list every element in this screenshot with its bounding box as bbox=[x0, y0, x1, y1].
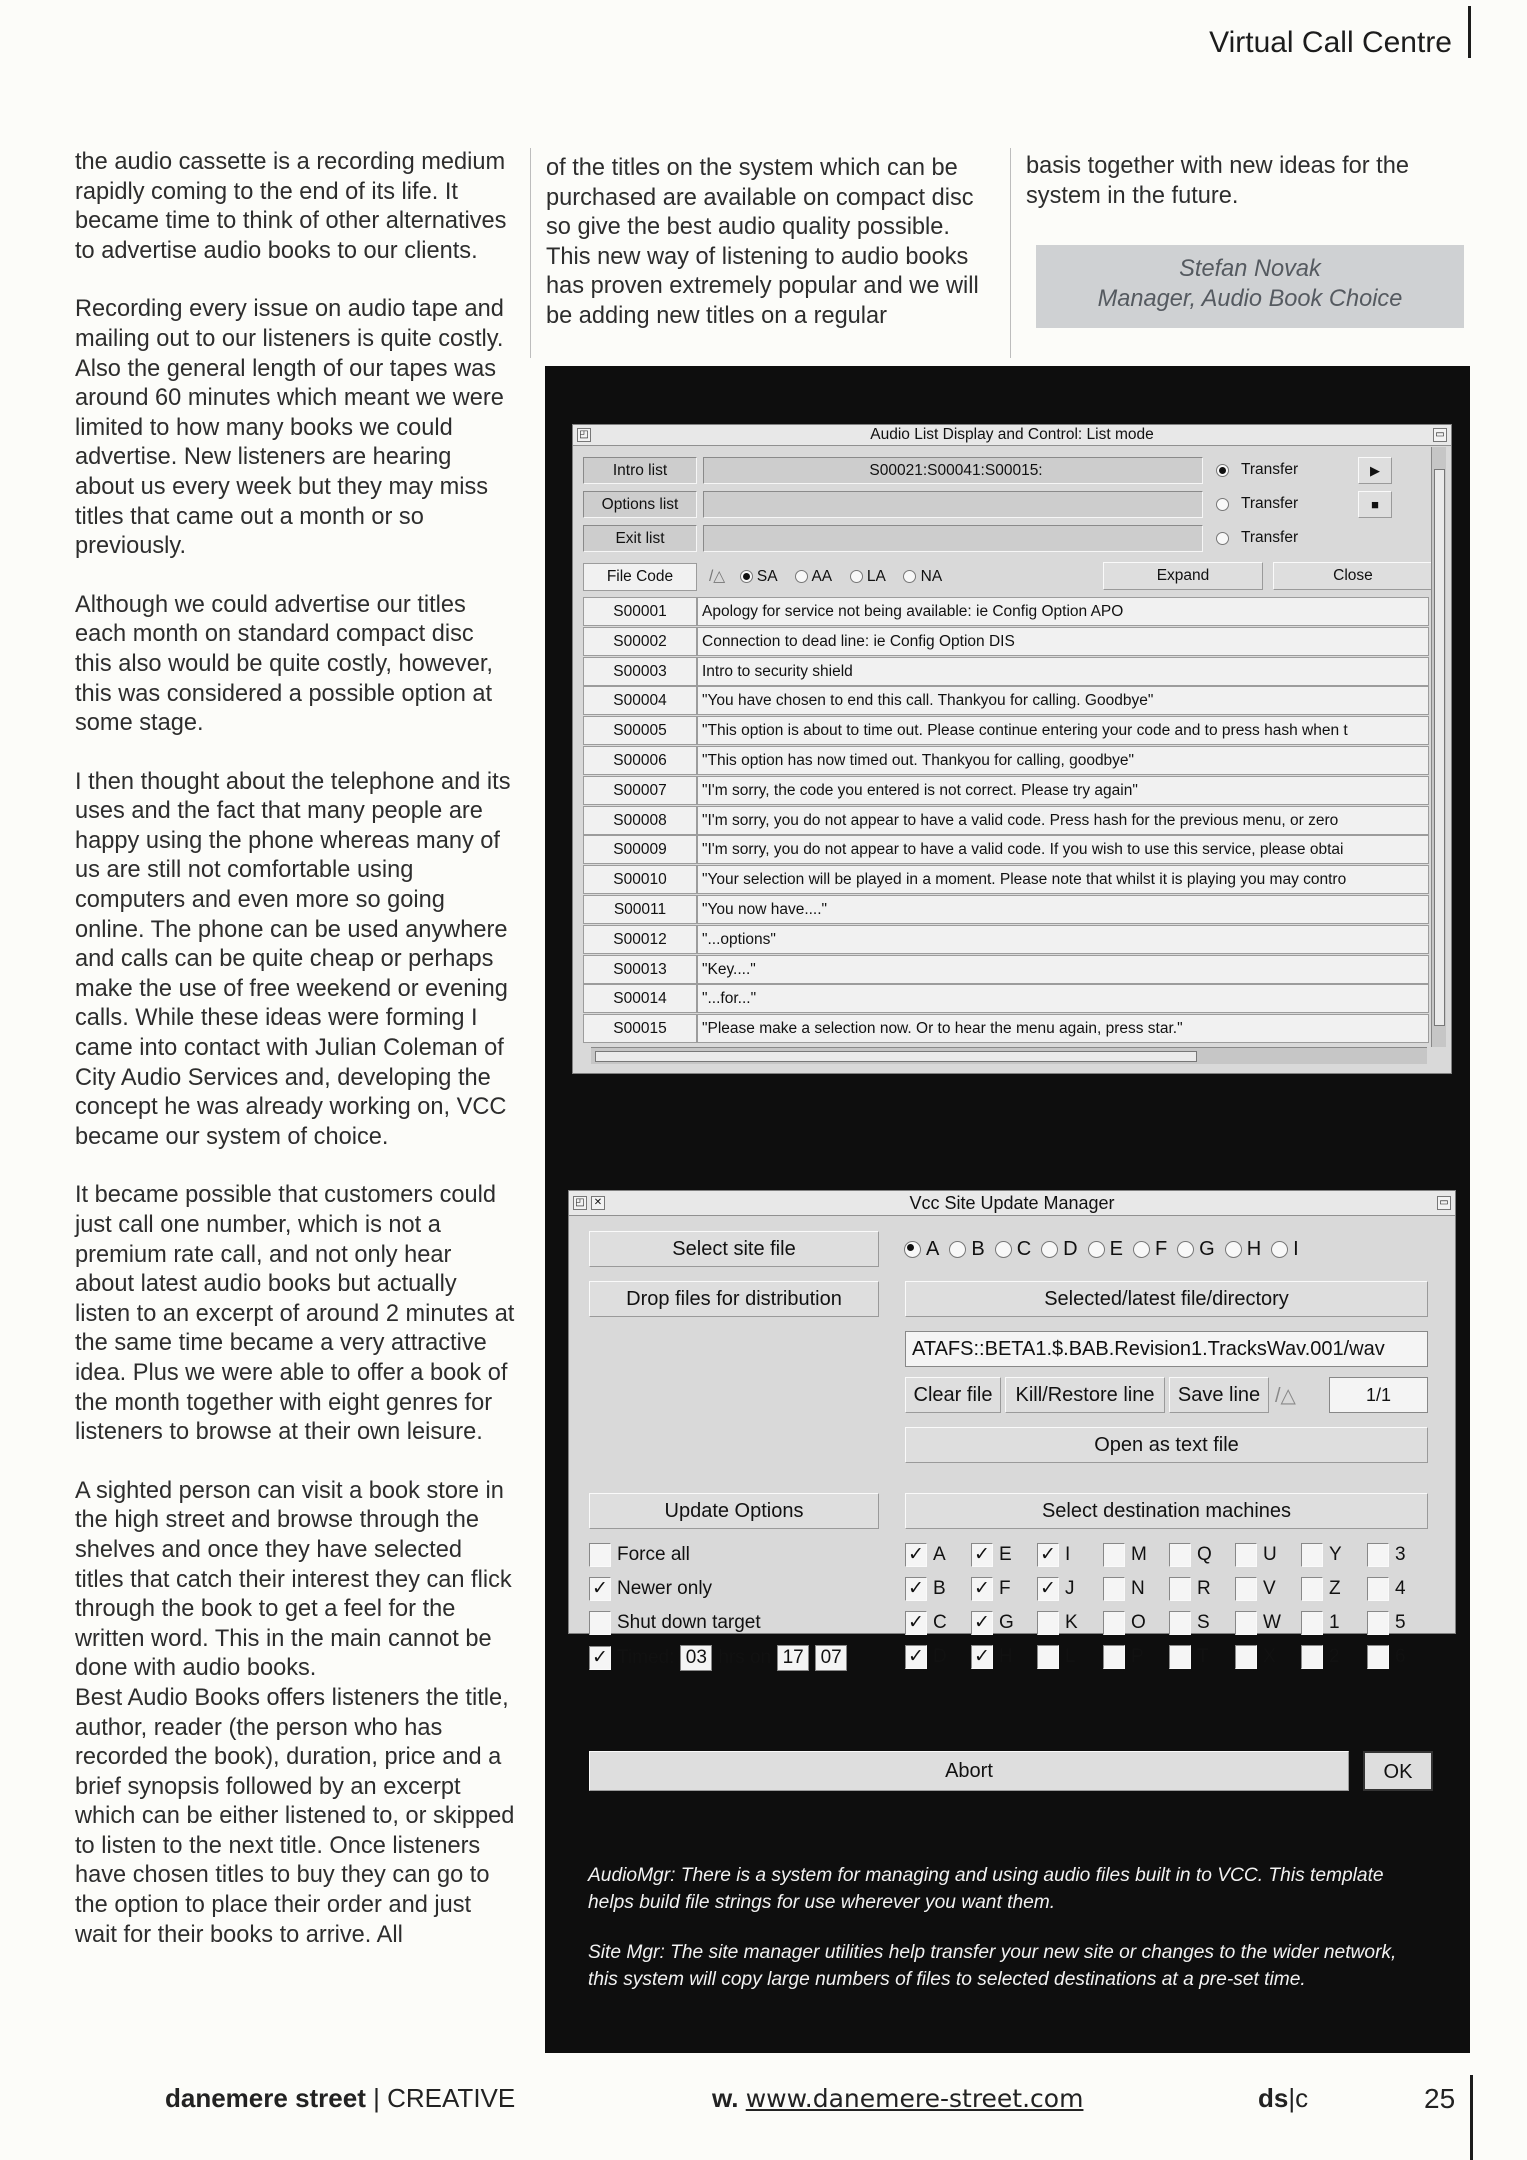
machine-checkbox[interactable] bbox=[1103, 1611, 1125, 1635]
article-column-1 bbox=[75, 148, 515, 1979]
site-radio-i[interactable] bbox=[1271, 1238, 1299, 1260]
machine-label: A bbox=[933, 1544, 946, 1566]
timed-month-field[interactable]: 07 bbox=[815, 1645, 847, 1671]
machine-e[interactable] bbox=[971, 1543, 1012, 1567]
transfer-label: Transfer bbox=[1241, 495, 1299, 512]
machine-2[interactable] bbox=[1301, 1645, 1340, 1669]
machine-n[interactable] bbox=[1103, 1577, 1145, 1601]
quote-role: Manager, Audio Book Choice bbox=[1097, 286, 1403, 312]
audio-list-window bbox=[572, 424, 1452, 1074]
machine-label: C bbox=[933, 1612, 947, 1634]
footer-brand bbox=[165, 2083, 515, 2114]
update-option-row[interactable] bbox=[589, 1645, 847, 1671]
machine-label: V bbox=[1263, 1578, 1276, 1600]
site-radio-label: A bbox=[926, 1238, 940, 1260]
select-destination-button[interactable]: Select destination machines bbox=[905, 1493, 1428, 1529]
machine-o[interactable] bbox=[1103, 1611, 1146, 1635]
horizontal-scrollbar[interactable] bbox=[591, 1047, 1427, 1064]
file-code-cell[interactable]: S00005 bbox=[583, 716, 697, 745]
intro-list-field[interactable]: S00021:S00041:S00015: bbox=[703, 457, 1203, 484]
footer-logo bbox=[1258, 2083, 1308, 2114]
machine-label: H bbox=[999, 1646, 1013, 1668]
site-radio-label: H bbox=[1246, 1238, 1262, 1260]
update-option-checkbox[interactable] bbox=[589, 1543, 611, 1567]
machine-p[interactable] bbox=[1103, 1645, 1144, 1669]
update-option-label: Timed: bbox=[617, 1647, 675, 1669]
machine-checkbox[interactable] bbox=[1301, 1611, 1323, 1635]
paragraph: A sighted person can visit a book store in the high street and browse through the shelves and once they have selected titles that catch their interest they can flick through the book to get a feel for the written word. This in the main cannot be done with audio books. bbox=[75, 1477, 512, 1682]
file-code-cell[interactable]: S00008 bbox=[583, 806, 697, 835]
machine-q[interactable] bbox=[1169, 1543, 1212, 1567]
file-code-cell[interactable]: S00011 bbox=[583, 895, 697, 924]
site-radio-b[interactable] bbox=[949, 1238, 984, 1260]
logo-c: c bbox=[1295, 2083, 1309, 2113]
selected-latest-button[interactable]: Selected/latest file/directory bbox=[905, 1281, 1428, 1317]
file-code-cell[interactable]: S00012 bbox=[583, 925, 697, 954]
machine-checkbox[interactable]: ✓ bbox=[905, 1611, 927, 1635]
machine-label: N bbox=[1131, 1578, 1145, 1600]
update-option-row[interactable] bbox=[589, 1543, 690, 1567]
vertical-scrollbar[interactable] bbox=[1431, 447, 1446, 1047]
machine-l[interactable] bbox=[1037, 1645, 1076, 1669]
ok-button[interactable]: OK bbox=[1363, 1751, 1433, 1791]
site-update-window bbox=[568, 1190, 1456, 1783]
site-radio-d[interactable] bbox=[1041, 1238, 1077, 1260]
machine-label: F bbox=[999, 1578, 1011, 1600]
update-options-button[interactable]: Update Options bbox=[589, 1493, 879, 1529]
back-icon[interactable]: ◰ bbox=[577, 428, 591, 442]
close-button[interactable]: Close bbox=[1273, 562, 1433, 590]
quote-box bbox=[1036, 245, 1464, 328]
screenshot-panel bbox=[545, 366, 1470, 2053]
kill-restore-line-button[interactable]: Kill/Restore line bbox=[1005, 1377, 1165, 1413]
abort-button[interactable]: Abort bbox=[589, 1751, 1349, 1791]
machine-label: 5 bbox=[1395, 1612, 1406, 1634]
machine-5[interactable] bbox=[1367, 1611, 1406, 1635]
machine-label: W bbox=[1263, 1612, 1281, 1634]
footer-url[interactable]: www.danemere-street.com bbox=[745, 2084, 1084, 2113]
machine-u[interactable] bbox=[1235, 1543, 1277, 1567]
machine-checkbox[interactable] bbox=[1235, 1611, 1257, 1635]
machine-checkbox[interactable]: ✓ bbox=[905, 1645, 927, 1669]
options-list-label: Options list bbox=[583, 491, 697, 518]
stop-button[interactable] bbox=[1358, 491, 1392, 518]
file-description-cell[interactable]: Apology for service not being available: ie Config Option APO bbox=[697, 597, 1429, 626]
machine-h[interactable] bbox=[971, 1645, 1013, 1669]
timed-hours-field[interactable]: 03 bbox=[680, 1645, 712, 1671]
machine-label: Z bbox=[1329, 1578, 1341, 1600]
quote-name: Stefan Novak bbox=[1179, 256, 1321, 282]
format-radio-sa[interactable]: SA bbox=[740, 568, 777, 585]
machine-checkbox[interactable] bbox=[1235, 1543, 1257, 1567]
machine-checkbox[interactable] bbox=[1235, 1577, 1257, 1601]
update-option-checkbox[interactable]: ✓ bbox=[589, 1577, 611, 1601]
logo-ds: ds bbox=[1258, 2083, 1289, 2113]
machine-j[interactable] bbox=[1037, 1577, 1075, 1601]
machine-label: I bbox=[1065, 1544, 1071, 1566]
update-option-label: Shut down target bbox=[617, 1612, 761, 1634]
machine-checkbox[interactable] bbox=[1037, 1645, 1059, 1669]
machine-y[interactable] bbox=[1301, 1543, 1342, 1567]
transfer-label: Transfer bbox=[1241, 529, 1299, 546]
machine-4[interactable] bbox=[1367, 1577, 1406, 1601]
machine-label: 4 bbox=[1395, 1578, 1406, 1600]
machine-x[interactable] bbox=[1235, 1645, 1276, 1669]
site-radio-label: C bbox=[1016, 1238, 1032, 1260]
machine-g[interactable] bbox=[971, 1611, 1014, 1635]
file-code-cell[interactable]: S00006 bbox=[583, 746, 697, 775]
file-description-cell[interactable]: "This option has now timed out. Thankyou for calling, goodbye" bbox=[697, 746, 1429, 775]
site-radio-c[interactable] bbox=[995, 1238, 1031, 1260]
exit-list-field[interactable] bbox=[703, 525, 1203, 552]
back-icon[interactable]: ◰ bbox=[573, 1196, 587, 1210]
machine-label: X bbox=[1263, 1646, 1276, 1668]
file-description-cell[interactable]: "...options" bbox=[697, 925, 1429, 954]
machine-label: Y bbox=[1329, 1544, 1342, 1566]
site-radio-label: I bbox=[1293, 1238, 1299, 1260]
machine-checkbox[interactable] bbox=[1169, 1611, 1191, 1635]
machine-label: 2 bbox=[1329, 1646, 1340, 1668]
machine-checkbox[interactable]: ✓ bbox=[971, 1645, 993, 1669]
h-scroll-thumb[interactable] bbox=[595, 1051, 1197, 1062]
select-site-file-button[interactable]: Select site file bbox=[589, 1231, 879, 1267]
file-description-cell[interactable]: "Key...." bbox=[697, 955, 1429, 984]
machine-label: J bbox=[1065, 1578, 1075, 1600]
machine-checkbox[interactable]: ✓ bbox=[905, 1577, 927, 1601]
file-description-cell[interactable]: "You have chosen to end this call. Thankyou for calling. Goodbye" bbox=[697, 686, 1429, 715]
update-option-label: Force all bbox=[617, 1544, 690, 1566]
play-icon: ▶ bbox=[1370, 463, 1380, 478]
machine-checkbox[interactable]: ✓ bbox=[905, 1543, 927, 1567]
drop-files-button[interactable]: Drop files for distribution bbox=[589, 1281, 879, 1317]
machine-r[interactable] bbox=[1169, 1577, 1211, 1601]
site-radio-a[interactable] bbox=[904, 1238, 939, 1260]
web-prefix: w. bbox=[712, 2083, 739, 2113]
paragraph: It became possible that customers could just call one number, which is not a premium rate call, and not only hear about latest audio books but actually listen to an excerpt of around 2 minutes at the same time became a very attractive idea. Plus we were able to offer a book of the month together with eight genres for listeners to browse at their own leisure. bbox=[75, 1182, 515, 1446]
format-radio-aa[interactable]: AA bbox=[795, 568, 831, 585]
machine-label: B bbox=[933, 1578, 946, 1600]
paragraph: the audio cassette is a recording medium rapidly coming to the end of its life. It became time to think of other alternatives to advertise audio books to our clients. bbox=[75, 149, 507, 264]
audio-window-title: Audio List Display and Control: List mode bbox=[870, 426, 1154, 443]
transfer-label: Transfer bbox=[1241, 461, 1299, 478]
site-radio-label: F bbox=[1154, 1238, 1168, 1260]
machine-label: R bbox=[1197, 1578, 1211, 1600]
machine-label: 6 bbox=[1395, 1646, 1406, 1668]
update-option-checkbox[interactable] bbox=[589, 1611, 611, 1635]
counter-field[interactable]: 1/1 bbox=[1329, 1377, 1428, 1413]
clear-file-button[interactable]: Clear file bbox=[905, 1377, 1001, 1413]
path-field[interactable]: ATAFS::BETA1.$.BAB.Revision1.TracksWav.001/wav bbox=[905, 1331, 1428, 1367]
file-code-cell[interactable]: S00004 bbox=[583, 686, 697, 715]
machine-label: S bbox=[1197, 1612, 1210, 1634]
machine-checkbox[interactable]: ✓ bbox=[971, 1611, 993, 1635]
hrs-on-label: hrs on bbox=[718, 1647, 772, 1669]
machine-label: 1 bbox=[1329, 1612, 1340, 1634]
file-code-cell[interactable]: S00007 bbox=[583, 776, 697, 805]
site-radio-label: D bbox=[1063, 1238, 1078, 1260]
paragraph: Although we could advertise our titles each month on standard compact disc this also would be quite costly, however, this was considered a possible option at some stage. bbox=[75, 591, 493, 737]
machine-m[interactable] bbox=[1103, 1543, 1147, 1567]
machine-k[interactable] bbox=[1037, 1611, 1078, 1635]
machine-checkbox[interactable] bbox=[1169, 1543, 1191, 1567]
logo-separator: | bbox=[1288, 2083, 1296, 2113]
machine-checkbox[interactable] bbox=[1103, 1577, 1125, 1601]
site-radio-group bbox=[904, 1238, 1309, 1261]
footer-rule bbox=[1470, 2075, 1473, 2160]
machine-checkbox[interactable]: ✓ bbox=[971, 1543, 993, 1567]
running-header: Virtual Call Centre bbox=[1209, 26, 1452, 59]
timed-day-field[interactable]: 17 bbox=[777, 1645, 809, 1671]
update-option-label: Newer only bbox=[617, 1578, 713, 1600]
file-description-cell[interactable]: Intro to security shield bbox=[697, 657, 1429, 686]
open-as-text-button[interactable]: Open as text file bbox=[905, 1427, 1428, 1463]
machine-checkbox[interactable] bbox=[1301, 1645, 1323, 1669]
machine-checkbox[interactable] bbox=[1301, 1543, 1323, 1567]
machine-checkbox[interactable]: ✓ bbox=[971, 1577, 993, 1601]
footer-section: CREATIVE bbox=[387, 2083, 516, 2113]
machine-z[interactable] bbox=[1301, 1577, 1341, 1601]
file-code-cell[interactable]: S00010 bbox=[583, 865, 697, 894]
machine-d[interactable] bbox=[905, 1645, 947, 1669]
file-code-cell[interactable]: S00003 bbox=[583, 657, 697, 686]
site-radio-f[interactable] bbox=[1133, 1238, 1167, 1260]
paragraph: I then thought about the telephone and its uses and the fact that many people are happy using the phone whereas many of us are still not comfortable using computers and even more so going online. The phone can be used anywhere and calls can be quite cheap or perhaps make the use of free weekend or evening calls. While these ideas were forming I came into contact with Julian Coleman of City Audio Services and, developing the concept he was already working on, VCC became our system of choice. bbox=[75, 768, 511, 1150]
page-number: 25 bbox=[1424, 2083, 1456, 2114]
save-line-button[interactable]: Save line bbox=[1169, 1377, 1269, 1413]
intro-list-label: Intro list bbox=[583, 457, 697, 484]
machine-f[interactable] bbox=[971, 1577, 1011, 1601]
machine-checkbox[interactable] bbox=[1169, 1577, 1191, 1601]
machine-checkbox[interactable] bbox=[1103, 1645, 1125, 1669]
file-description-cell[interactable]: "...for..." bbox=[697, 984, 1429, 1013]
site-window-title: Vcc Site Update Manager bbox=[909, 1193, 1115, 1213]
expand-button[interactable]: Expand bbox=[1103, 562, 1263, 590]
file-code-cell[interactable]: S00001 bbox=[583, 597, 697, 626]
machine-label: T bbox=[1197, 1646, 1209, 1668]
machine-s[interactable] bbox=[1169, 1611, 1210, 1635]
audio-window-titlebar[interactable] bbox=[573, 425, 1451, 446]
machine-label: E bbox=[999, 1544, 1012, 1566]
machine-label: O bbox=[1131, 1612, 1146, 1634]
transfer-radio-2[interactable] bbox=[1216, 496, 1229, 514]
play-button[interactable] bbox=[1358, 457, 1392, 484]
machine-checkbox[interactable] bbox=[1367, 1543, 1389, 1567]
file-description-cell[interactable]: "I'm sorry, you do not appear to have a valid code. If you wish to use this service, please obtai bbox=[697, 835, 1429, 864]
file-description-cell[interactable]: "This option is about to time out. Please continue entering your code and to press hash when t bbox=[697, 716, 1429, 745]
exit-list-label: Exit list bbox=[583, 525, 697, 552]
machine-label: U bbox=[1263, 1544, 1277, 1566]
machine-label: P bbox=[1131, 1646, 1144, 1668]
update-option-checkbox[interactable]: ✓ bbox=[589, 1646, 611, 1670]
site-window-titlebar[interactable] bbox=[569, 1191, 1455, 1216]
file-code-header: File Code bbox=[583, 563, 697, 591]
file-description-cell[interactable]: "Please make a selection now. Or to hear the menu again, press star." bbox=[697, 1014, 1429, 1043]
article-column-3: basis together with new ideas for the system in the future. bbox=[1026, 153, 1409, 209]
caption-sitemgr: Site Mgr: The site manager utilities help transfer your new site or changes to the wider network, this system will copy large numbers of files to selected destinations at a pre-set time. bbox=[588, 1942, 1397, 1990]
toggle-size-icon[interactable]: ▭ bbox=[1433, 428, 1447, 442]
toggle-size-icon[interactable]: ▭ bbox=[1437, 1196, 1451, 1210]
machine-1[interactable] bbox=[1301, 1611, 1340, 1635]
machine-checkbox[interactable] bbox=[1169, 1645, 1191, 1669]
close-icon[interactable]: ✕ bbox=[591, 1196, 605, 1210]
machine-w[interactable] bbox=[1235, 1611, 1281, 1635]
format-radio-group bbox=[709, 567, 942, 586]
scroll-thumb[interactable] bbox=[1434, 469, 1445, 1026]
paragraph: Recording every issue on audio tape and mailing out to our listeners is quite costly. Also the general length of our tapes was around 60 minutes which meant we were limited to how many books we could advertise. New listeners are hearing about us every week but they may miss titles that came out a month or so previously. bbox=[75, 296, 504, 560]
footer-separator: | bbox=[373, 2083, 380, 2113]
stop-icon: ■ bbox=[1371, 497, 1379, 512]
machine-label: M bbox=[1131, 1544, 1147, 1566]
site-radio-label: B bbox=[971, 1238, 985, 1260]
machine-label: 3 bbox=[1395, 1544, 1406, 1566]
file-description-cell[interactable]: "You now have...." bbox=[697, 895, 1429, 924]
machine-checkbox[interactable] bbox=[1367, 1645, 1389, 1669]
machine-checkbox[interactable]: ✓ bbox=[1037, 1577, 1059, 1601]
header-rule bbox=[1468, 6, 1471, 58]
machine-c[interactable] bbox=[905, 1611, 947, 1635]
footer-web bbox=[712, 2083, 1083, 2114]
transfer-radio-1[interactable] bbox=[1216, 462, 1229, 480]
brand-name: danemere street bbox=[165, 2083, 366, 2113]
site-radio-h[interactable] bbox=[1225, 1238, 1261, 1260]
machine-6[interactable] bbox=[1367, 1645, 1406, 1669]
column-divider bbox=[530, 148, 531, 358]
machine-label: G bbox=[999, 1612, 1014, 1634]
machine-t[interactable] bbox=[1169, 1645, 1209, 1669]
file-code-cell[interactable]: S00013 bbox=[583, 955, 697, 984]
update-option-row[interactable] bbox=[589, 1577, 712, 1601]
transfer-radio-3[interactable] bbox=[1216, 530, 1229, 548]
site-radio-g[interactable] bbox=[1177, 1238, 1215, 1260]
machine-checkbox[interactable] bbox=[1235, 1645, 1257, 1669]
machine-checkbox[interactable] bbox=[1103, 1543, 1125, 1567]
machine-v[interactable] bbox=[1235, 1577, 1276, 1601]
format-radio-la[interactable]: LA bbox=[850, 568, 885, 585]
machine-checkbox[interactable]: ✓ bbox=[1037, 1543, 1059, 1567]
sort-icon[interactable]: /△ bbox=[709, 568, 726, 585]
file-code-cell[interactable]: S00014 bbox=[583, 984, 697, 1013]
article-column-2: of the titles on the system which can be purchased are available on compact disc so give the best audio quality possible. This new way of listening to audio books has proven extremely popular and we will be adding new titles on a regular bbox=[546, 155, 979, 329]
machine-label: Q bbox=[1197, 1544, 1212, 1566]
caption-audiomgr: AudioMgr: There is a system for managing and using audio files built in to VCC. This template helps build file strings for use wherever you want them. bbox=[588, 1865, 1384, 1913]
machine-i[interactable] bbox=[1037, 1543, 1070, 1567]
machine-label: L bbox=[1065, 1646, 1076, 1668]
site-radio-label: G bbox=[1199, 1238, 1215, 1260]
machine-a[interactable] bbox=[905, 1543, 946, 1567]
machine-checkbox[interactable] bbox=[1367, 1577, 1389, 1601]
machine-checkbox[interactable] bbox=[1367, 1611, 1389, 1635]
site-radio-label: E bbox=[1109, 1238, 1123, 1260]
update-option-row[interactable] bbox=[589, 1611, 761, 1635]
paragraph: Best Audio Books offers listeners the title, author, reader (the person who has recorded the book), duration, price and a brief synopsis followed by an excerpt which can be either listened to, or skipped to listen to the next title. Once listeners have chosen titles to buy they can go to the option to place their order and just wait for their books to arrive. All bbox=[75, 1684, 515, 1948]
file-description-cell[interactable]: Connection to dead line: ie Config Option DIS bbox=[697, 627, 1429, 656]
machine-3[interactable] bbox=[1367, 1543, 1406, 1567]
machine-b[interactable] bbox=[905, 1577, 946, 1601]
file-code-cell[interactable]: S00015 bbox=[583, 1014, 697, 1043]
format-radio-na[interactable]: NA bbox=[903, 568, 942, 585]
sort-icon[interactable]: /△ bbox=[1275, 1385, 1296, 1407]
machine-label: K bbox=[1065, 1612, 1078, 1634]
site-radio-e[interactable] bbox=[1088, 1238, 1123, 1260]
file-description-cell[interactable]: "I'm sorry, the code you entered is not correct. Please try again" bbox=[697, 776, 1429, 805]
file-description-cell[interactable]: "Your selection will be played in a moment. Please note that whilst it is playing you may contro bbox=[697, 865, 1429, 894]
file-code-cell[interactable]: S00002 bbox=[583, 627, 697, 656]
file-code-cell[interactable]: S00009 bbox=[583, 835, 697, 864]
column-divider bbox=[1010, 148, 1011, 358]
file-description-cell[interactable]: "I'm sorry, you do not appear to have a valid code. Press hash for the previous menu, or zero bbox=[697, 806, 1429, 835]
machine-checkbox[interactable] bbox=[1301, 1577, 1323, 1601]
machine-label: D bbox=[933, 1646, 947, 1668]
machine-checkbox[interactable] bbox=[1037, 1611, 1059, 1635]
options-list-field[interactable] bbox=[703, 491, 1203, 518]
